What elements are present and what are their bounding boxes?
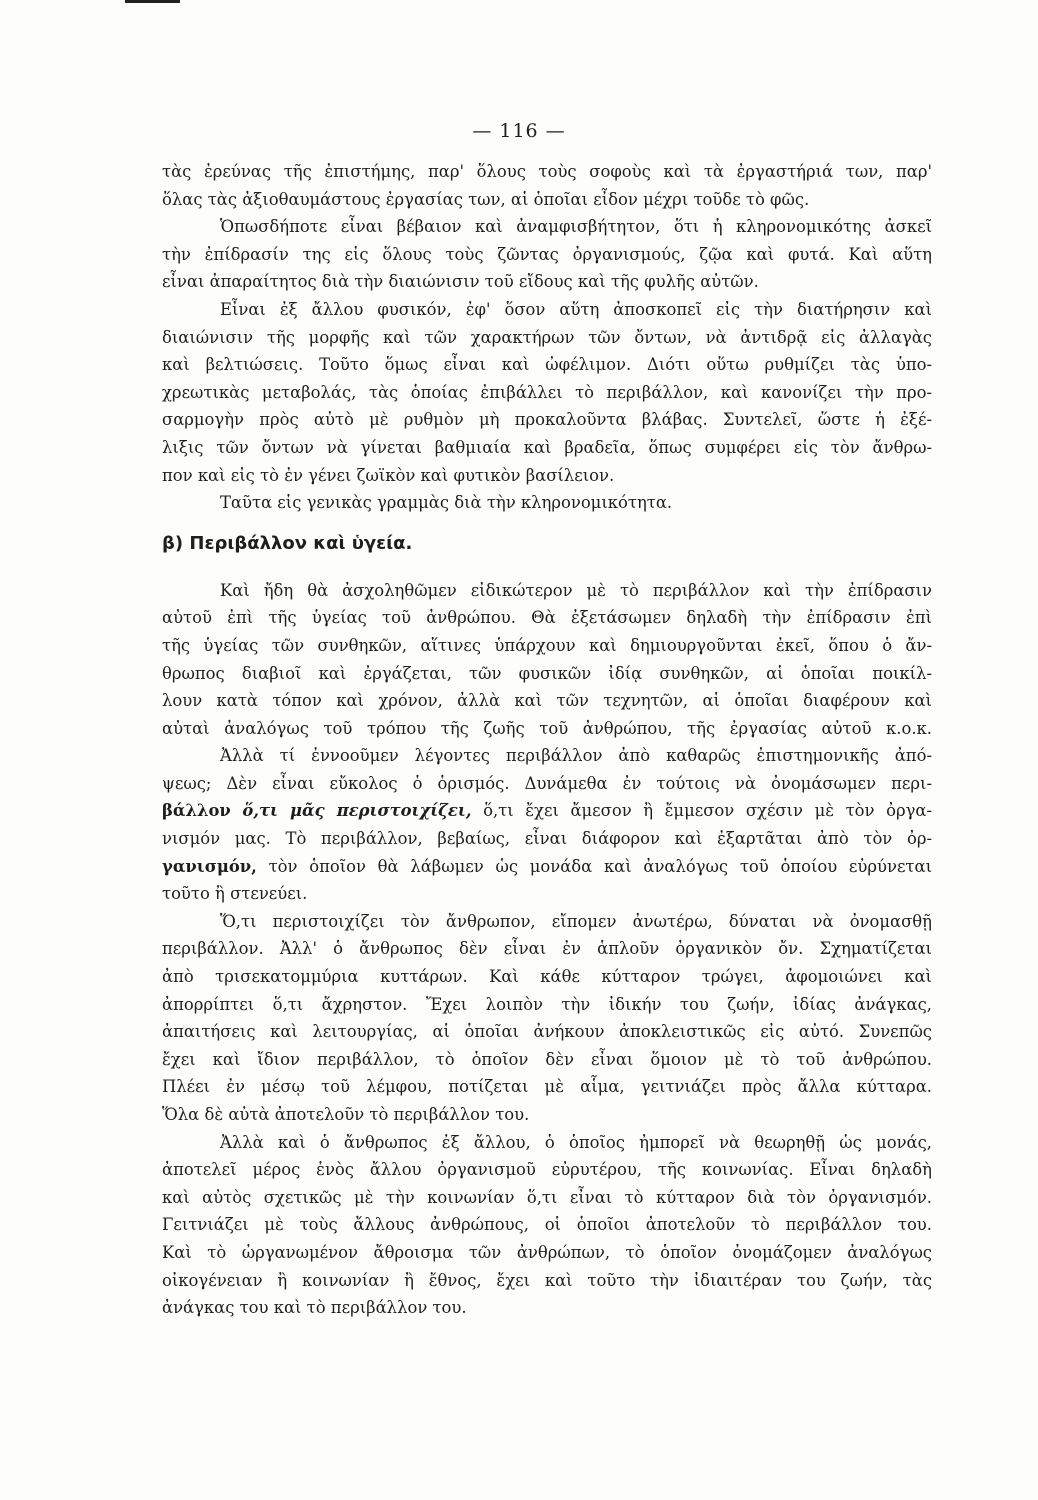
- corner-rule: [125, 0, 180, 3]
- text-line: τὰς ἐρεύνας τῆς ἐπιστήμης, παρ' ὅλους τοὺς σοφοὺς καὶ τὰ ἐργαστήριά των, παρ': [162, 162, 932, 181]
- text-line: Ὅ,τι περιστοιχίζει τὸν ἄνθρωπον, εἴπομεν ἀνωτέρω, δύναται νὰ ὀνομασθῇ: [220, 911, 932, 931]
- text-line: ἀποτελεῖ μέρος ἑνὸς ἄλλου ὀργανισμοῦ εὐρυτέρου, τῆς κοινωνίας. Εἶναι δηλαδὴ: [162, 1160, 932, 1180]
- text-line: διαιώνισιν τῆς μορφῆς καὶ τῶν χαρακτήρων τῶν ὄντων, νὰ ἀντιδρᾷ εἰς ἀλλαγὰς: [162, 327, 932, 347]
- paragraph-6: [162, 742, 932, 908]
- text-line: Γειτνιάζει μὲ τοὺς ἄλλους ἀνθρώπους, οἱ ὁποῖοι ἀποτελοῦν τὸ περιβάλλον του.: [162, 1215, 932, 1235]
- text-line: Καὶ τὸ ὠργανωμένον ἄθροισμα τῶν ἀνθρώπων, τὸ ὁποῖον ὀνομάζομεν ἀναλόγως: [162, 1242, 932, 1262]
- text-line: Ὅλα δὲ αὐτὰ ἀποτελοῦν τὸ περιβάλλον του.: [162, 1105, 530, 1124]
- text-line: χρεωτικὰς μεταβολάς, τὰς ὁποίας ἐπιβάλλει τὸ περιβάλλον, καὶ κανονίζει τὴν προ-: [162, 382, 932, 402]
- text-line: Εἶναι ἐξ ἄλλου φυσικόν, ἐφ' ὅσον αὕτη ἀποσκοπεῖ εἰς τὴν διατήρησιν καὶ: [220, 299, 932, 319]
- text-line: Ὁπωσδήποτε εἶναι βέβαιον καὶ ἀναμφισβήτητον, ὅτι ἡ κληρονομικότης ἀσκεῖ: [220, 217, 932, 237]
- text-line-mixed: [162, 853, 932, 881]
- text-line: ἀπαιτήσεις καὶ λειτουργίας, αἱ ὁποῖαι ἀνήκουν ἀποκλειστικῶς εἰς αὐτό. Συνεπῶς: [162, 1022, 932, 1042]
- text-line: ἔχει καὶ ἴδιον περιβάλλον, τὸ ὁποῖον δὲν εἶναι ὅμοιον μὲ τὸ τοῦ ἀνθρώπου.: [162, 1049, 932, 1069]
- paragraph-5: [162, 577, 932, 743]
- text-line: αὐτοῦ ἐπὶ τῆς ὑγείας τοῦ ἀνθρώπου. Θὰ ἐξετάσωμεν δηλαδὴ τὴν ἐπίδρασιν ἐπὶ: [162, 608, 932, 628]
- text-line: λιξις τῶν ὄντων νὰ γίνεται βαθμιαία καὶ βραδεῖα, ὅπως συμφέρει εἰς τὸν ἄνθρω-: [162, 437, 932, 457]
- text-line: οἰκογένειαν ἢ κοινωνίαν ἢ ἔθνος, ἔχει καὶ τοῦτο τὴν ἰδιαιτέραν του ζωήν, τὰς: [162, 1270, 932, 1290]
- text-line: ἀπορρίπτει ὅ,τι ἄχρηστον. Ἔχει λοιπὸν τὴν ἰδικήν του ζωήν, ἰδίας ἀνάγκας,: [162, 994, 932, 1014]
- text-line: ἀπὸ τρισεκατομμύρια κυττάρων. Καὶ κάθε κύτταρον τρώγει, ἀφομοιώνει καὶ: [162, 967, 932, 987]
- emphasized-definition: ὅ,τι μᾶς περιστοιχίζει,: [242, 801, 472, 821]
- text-line: τοῦτο ἢ στενεύει.: [162, 884, 308, 904]
- text-line: σαρμογὴν πρὸς αὐτὸ μὲ ρυθμὸν μὴ προκαλοῦντα βλάβας. Συντελεῖ, ὥστε ἡ ἐξέ-: [162, 410, 932, 430]
- text-line: λουν κατὰ τόπον καὶ χρόνον, ἀλλὰ καὶ τῶν τεχνητῶν, αἱ ὁποῖαι διαφέρουν καὶ: [162, 691, 932, 711]
- text-line: αὐταὶ ἀναλόγως τοῦ τρόπου τῆς ζωῆς τοῦ ἀνθρώπου, τῆς ἐργασίας αὐτοῦ κ.ο.κ.: [162, 718, 932, 738]
- text-line: Καὶ ἤδη θὰ ἀσχοληθῶμεν εἰδικώτερον μὲ τὸ περιβάλλον καὶ τὴν ἐπίδρασιν: [220, 580, 932, 600]
- page-body: [162, 158, 932, 1322]
- text-line: νισμόν μας. Τὸ περιβάλλον, βεβαίως, εἶναι διάφορον καὶ ἐξαρτᾶται ἀπὸ τὸν ὀρ-: [162, 829, 932, 849]
- paragraph-1: [162, 158, 932, 213]
- text-line: ψεως; Δὲν εἶναι εὔκολος ὁ ὁρισμός. Δυνάμεθα ἐν τούτοις νὰ ὀνομάσωμεν περι-: [162, 773, 932, 793]
- text-run: ὅ,τι ἔχει ἄμεσον ἢ ἔμμεσον σχέσιν μὲ τὸν ὀργα-: [483, 801, 932, 821]
- text-line: ὅλας τὰς ἀξιοθαυμάστους ἐργασίας των, αἱ ὁποῖαι εἶδον μέχρι τοῦδε τὸ φῶς.: [162, 189, 810, 209]
- text-line: ἀνάγκας του καὶ τὸ περιβάλλον του.: [162, 1298, 467, 1318]
- paragraph-8: [162, 1129, 932, 1322]
- text-line: τὴν ἐπίδρασίν της εἰς ὅλους τοὺς ζῶντας ὀργανισμούς, ζῷα καὶ φυτά. Καὶ αὕτη: [162, 244, 932, 264]
- text-line: καὶ βελτιώσεις. Τοῦτο ὅμως εἶναι καὶ ὠφέλιμον. Διότι οὕτω ρυθμίζει τὰς ὑπο-: [162, 355, 932, 375]
- text-line: τῆς ὑγείας τῶν συνθηκῶν, αἵτινες ὑπάρχουν καὶ δημιουργοῦνται ἐκεῖ, ὅπου ὁ ἄν-: [162, 635, 932, 655]
- text-line: Ταῦτα εἰς γενικὰς γραμμὰς διὰ τὴν κληρονομικότητα.: [220, 493, 673, 513]
- text-line: Ἀλλὰ τί ἐννοοῦμεν λέγοντες περιβάλλον ἀπὸ καθαρῶς ἐπιστημονικῆς ἀπό-: [220, 746, 932, 766]
- paragraph-7: [162, 908, 932, 1129]
- paragraph-3: [162, 296, 932, 489]
- paragraph-2: [162, 213, 932, 296]
- text-line: Πλέει ἐν μέσῳ τοῦ λέμφου, ποτίζεται μὲ αἷμα, γειτνιάζει πρὸς ἄλλα κύτταρα.: [162, 1077, 932, 1097]
- text-line: θρωπος διαβιοῖ καὶ ἐργάζεται, τῶν φυσικῶν ἰδίᾳ συνθηκῶν, αἱ ὁποῖαι ποικίλ-: [162, 663, 932, 683]
- text-run: τὸν ὁποῖον θὰ λάβωμεν ὡς μονάδα καὶ ἀναλόγως τοῦ ὁποίου εὐρύνεται: [268, 856, 932, 876]
- text-line-mixed: [162, 797, 932, 825]
- bold-term: γανισμόν,: [162, 856, 257, 876]
- text-line: πον καὶ εἰς τὸ ἐν γένει ζωϊκὸν καὶ φυτικὸν βασίλειον.: [162, 465, 615, 485]
- text-line: Ἀλλὰ καὶ ὁ ἄνθρωπος ἐξ ἄλλου, ὁ ὁποῖος ἠμπορεῖ νὰ θεωρηθῇ ὡς μονάς,: [220, 1132, 932, 1152]
- paragraph-4: [162, 489, 932, 517]
- bold-term: βάλλον: [162, 801, 231, 821]
- text-line: περιβάλλον. Ἀλλ' ὁ ἄνθρωπος δὲν εἶναι ἐν ἁπλοῦν ὀργανικὸν ὄν. Σχηματίζεται: [162, 939, 932, 959]
- page-number: — 116 —: [472, 120, 566, 142]
- section-heading: β) Περιβάλλον καὶ ὑγεία.: [162, 532, 413, 554]
- text-line: καὶ αὐτὸς σχετικῶς μὲ τὴν κοινωνίαν ὅ,τι εἶναι τὸ κύτταρον διὰ τὸν ὀργανισμόν.: [162, 1187, 932, 1207]
- text-line: εἶναι ἀπαραίτητος διὰ τὴν διαιώνισιν τοῦ εἴδους καὶ τῆς φυλῆς αὐτῶν.: [162, 272, 759, 292]
